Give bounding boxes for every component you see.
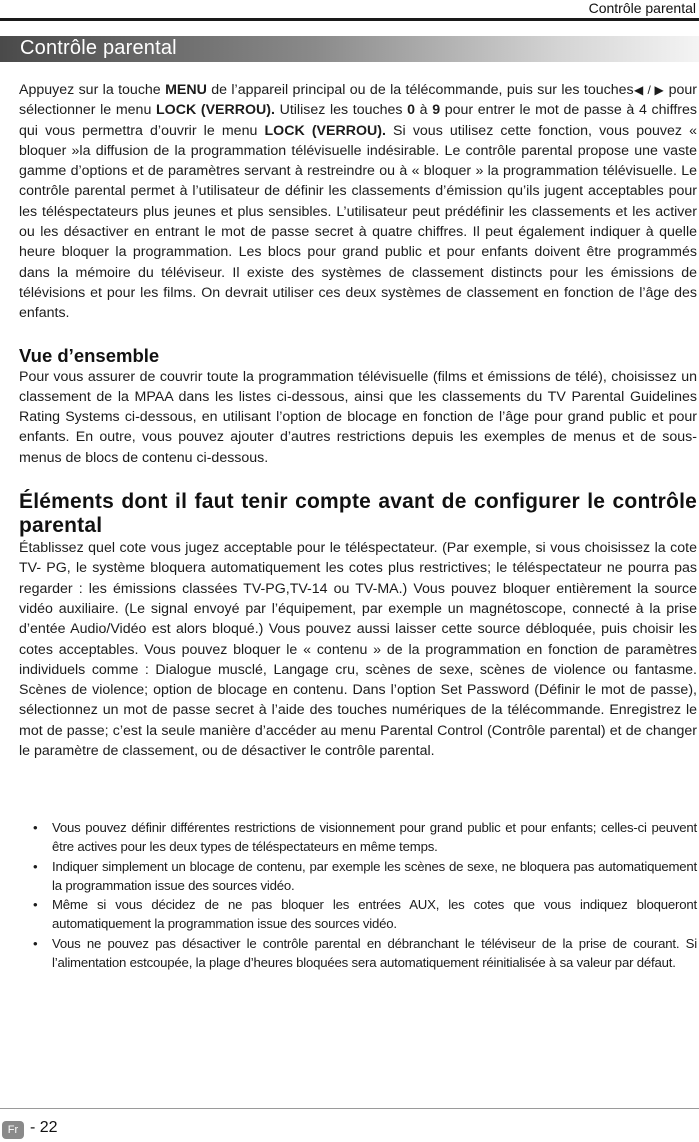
list-item: • Vous ne pouvez pas désactiver le contrôle parental en débranchant le téléviseur de la prise de courant. Si l’alimentation estcoupée, la plage d’heures bloquées sera automatiquement réinitialisée à sa valeur par défaut. [33, 935, 697, 971]
page-number: - 22 [30, 1119, 58, 1136]
running-header-title: Contrôle parental [588, 0, 696, 16]
notes-list [19, 818, 697, 972]
list-item: • Indiquer simplement un blocage de contenu, par exemple les scènes de sexe, ne bloquera pas automatiquement la programmation issue des sources vidéo. [33, 858, 697, 893]
footer-rule [0, 1108, 699, 1109]
lock-menu-label: LOCK (VERROU). [156, 102, 275, 119]
menu-key-label: MENU [165, 82, 207, 98]
list-item: • Vous pouvez définir différentes restrictions de visionnement pour grand public et pour enfants; celles-ci peuvent être actives pour les deux types de téléspectateurs en même temps. [33, 820, 697, 855]
bullet-icon: • [33, 858, 38, 874]
considerations-paragraph: Établissez quel cote vous jugez acceptable pour le téléspectateur. (Par exemple, si vous choisissez la cote TV- PG, le système bloquera automatiquement les cotes plus restrictives; le téléspectateur ne pourra pas regarder : les émissions classées TV-PG,TV-14 ou TV-MA.) Vous pouvez bloquer entièrement la source vidéo auxiliaire. (Le signal envoyé par l’équipement, par exemple un magnétoscope, connecté à la prise d’entée Audio/Vidéo est alors bloqué.) Vous pouvez aussi laisser cette source débloquée, puis choisir les cotes acceptables. Vous pouvez bloquer le « contenu » de la programmation en fonction de paramètres individuels comme : Dialogue musclé, Langage cru, scènes de sexe, scènes de violence ou fantasme. Scènes de violence; option de blocage en contenu. Dans l’option Set Password (Définir le mot de passe), sélectionnez un mot de passe secret à l’aide des touches numériques de la télécommande. Enregistrez le mot de passe; c’est la seule manière d’accéder au menu Parental Control (Contrôle parental) et de changer le paramètre de classement, ou de désactiver le contrôle parental. [19, 540, 697, 760]
bullet-icon: • [33, 820, 38, 835]
overview-paragraph: Pour vous assurer de couvrir toute la programmation télévisuelle (films et émissions de télé), choisissez un classement de la MPAA dans les listes ci-dessous, ainsi que les classements du TV Parental Guidelines Rating Systems ci-dessous, en utilisant l’option de blocage en fonction de l’âge pour grand public et pour enfants. En outre, vous pouvez ajouter d’autres restrictions depuis les exemples de menus et de sous-menus de blocs de contenu ci-dessous. [19, 368, 697, 466]
bullet-icon: • [33, 935, 38, 951]
language-badge: Fr [2, 1121, 24, 1139]
list-item: • Même si vous décidez de ne pas bloquer les entrées AUX, les cotes que vous indiquez bloqueront automatiquement la programmation issue des sources vidéo. [33, 897, 697, 932]
intro-paragraph: Appuyez sur la touche MENU de l’appareil principal ou de la télécommande, puis sur les touches◀ / ▶ pour sélectionner le menu LOCK (VERROU). Utilisez les touches 0 à 9 pour entrer le mot de passe à 4 chiffres qui vous permettra d’ouvrir le menu LOCK (VERROU). Si vous utilisez cette fonction, vous pouvez « bloquer »la diffusion de la programmation télévisuelle indésirable. Le contrôle parental propose une vaste gamme d’options et de paramètres servant à restreindre ou à « bloquer » la programmation télévisuelle. Le contrôle parental permet à l’utilisateur de définir les classements d’émission qu’ils jugent acceptables pour les téléspectateurs plus jeunes et plus sensibles. L’utilisateur peut prédéfinir les classements et les activer ou les désactiver en entrant le mot de passe secret à quatre chiffres. Il peut également indiquer à quelle heure bloquer la programmation. Les blocs pour grand public et pour enfants doivent être programmés dans la mémoire du téléviseur. Il existe des systèmes de classement distincts pour les émissions de télévisions et pour les films. On devrait utiliser ces deux systèmes de classement en fonction de l’âge des enfants. [19, 82, 697, 322]
section-title: Contrôle parental [20, 37, 177, 59]
header-rule [0, 18, 699, 21]
section-title-bar [0, 36, 699, 62]
considerations-heading: Éléments dont il faut tenir compte avant de configurer le contrôle parental [19, 490, 697, 538]
left-right-arrows-icon: ◀ / ▶ [633, 83, 665, 97]
main-content [19, 80, 697, 761]
overview-heading: Vue d’ensemble [19, 344, 160, 366]
lock-menu-label: LOCK (VERROU). [264, 122, 386, 139]
bullet-icon: • [33, 897, 38, 913]
